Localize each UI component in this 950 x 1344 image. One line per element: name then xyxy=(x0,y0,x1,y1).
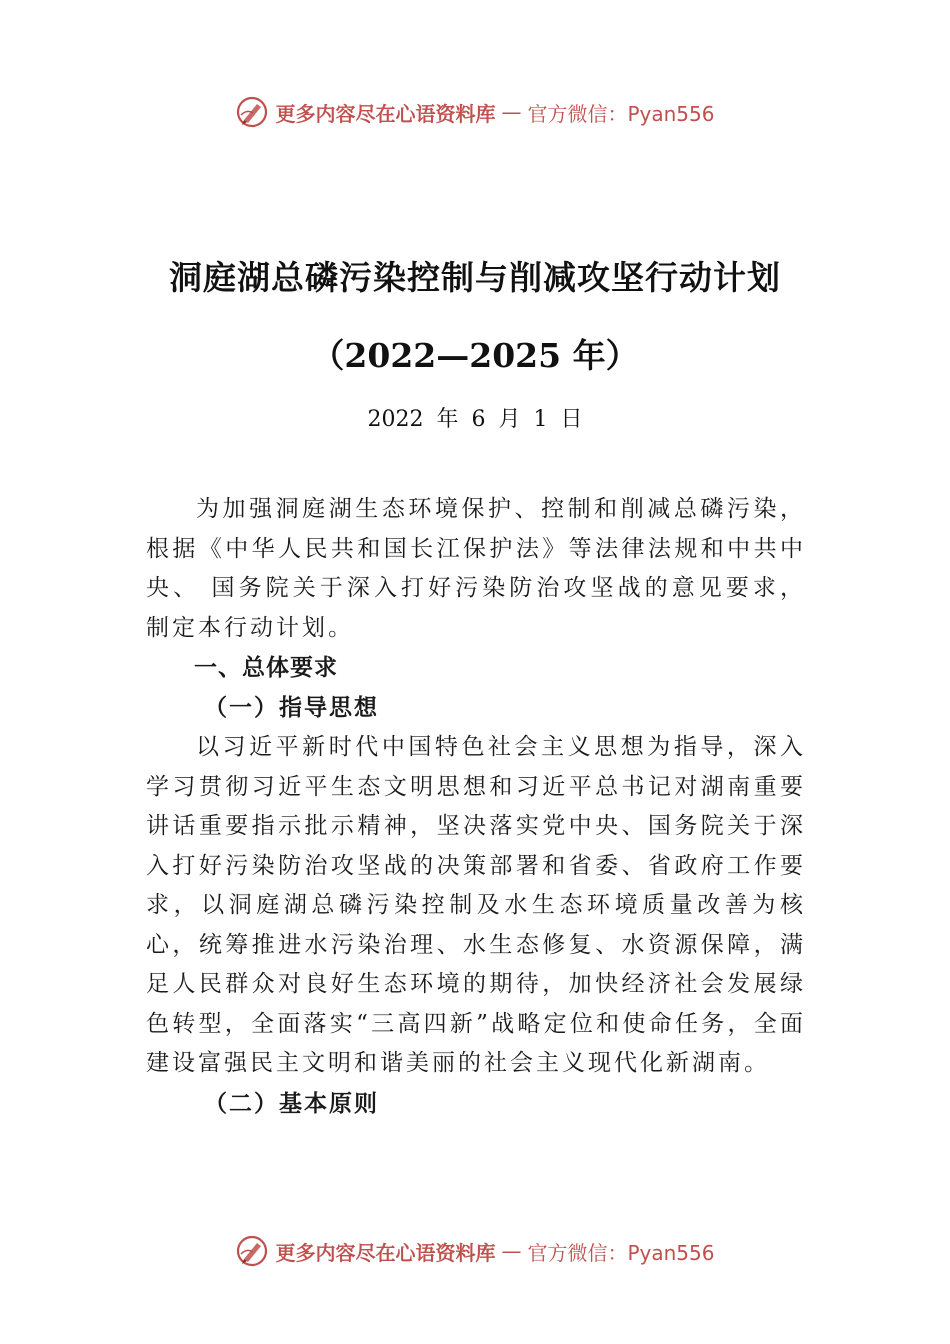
guiding-thought-paragraph: 以习近平新时代中国特色社会主义思想为指导，深入学习贯彻习近平生态文明思想和习近平总书记对湖南重要讲话重要指示批示精神，坚决落实党中央、国务院关于深入打好污染防治攻坚战的决策部署和省委、省政府工作要求，以洞庭湖总磷污染控制及水生态环境质量改善为核心，统筹推进水污染治理、水生态修复、水资源保障，满足人民群众对良好生态环境的期待，加快经济社会发展绿色转型，全面落实“三高四新”战略定位和使命任务，全面建设富强民主文明和谐美丽的社会主义现代化新湖南。 xyxy=(146,734,806,1076)
banner-wechat: 官方微信：Pyan556 xyxy=(527,1240,715,1265)
pen-logo-icon xyxy=(235,95,269,129)
banner-text: 更多内容尽在心语资料库 xyxy=(275,1240,496,1265)
pen-logo-icon xyxy=(235,1234,269,1268)
intro-paragraph: 为加强洞庭湖生态环境保护、控制和削减总磷污染，根据《中华人民共和国长江保护法》等法律法规和中共中央、 国务院关于深入打好污染防治攻坚战的意见要求，制定本行动计划。 xyxy=(146,496,806,641)
banner-text: 更多内容尽在心语资料库 xyxy=(275,101,496,126)
subsection-heading: （一）指导思想 xyxy=(204,694,379,721)
subsection-heading: （二）基本原则 xyxy=(204,1089,379,1117)
document-title: 洞庭湖总磷污染控制与削减攻坚行动计划 xyxy=(169,258,781,297)
header-banner xyxy=(0,95,950,129)
banner-wechat: 官方微信：Pyan556 xyxy=(527,101,715,126)
document-subtitle: （2022—2025 年） xyxy=(311,336,639,375)
document-date: 2022 年 6 月 1 日 xyxy=(367,407,583,432)
section-heading: 一、总体要求 xyxy=(194,654,338,681)
banner-separator: — xyxy=(501,100,522,124)
footer-banner xyxy=(0,1234,950,1268)
banner-separator: — xyxy=(501,1239,522,1263)
document-body xyxy=(146,490,806,1124)
